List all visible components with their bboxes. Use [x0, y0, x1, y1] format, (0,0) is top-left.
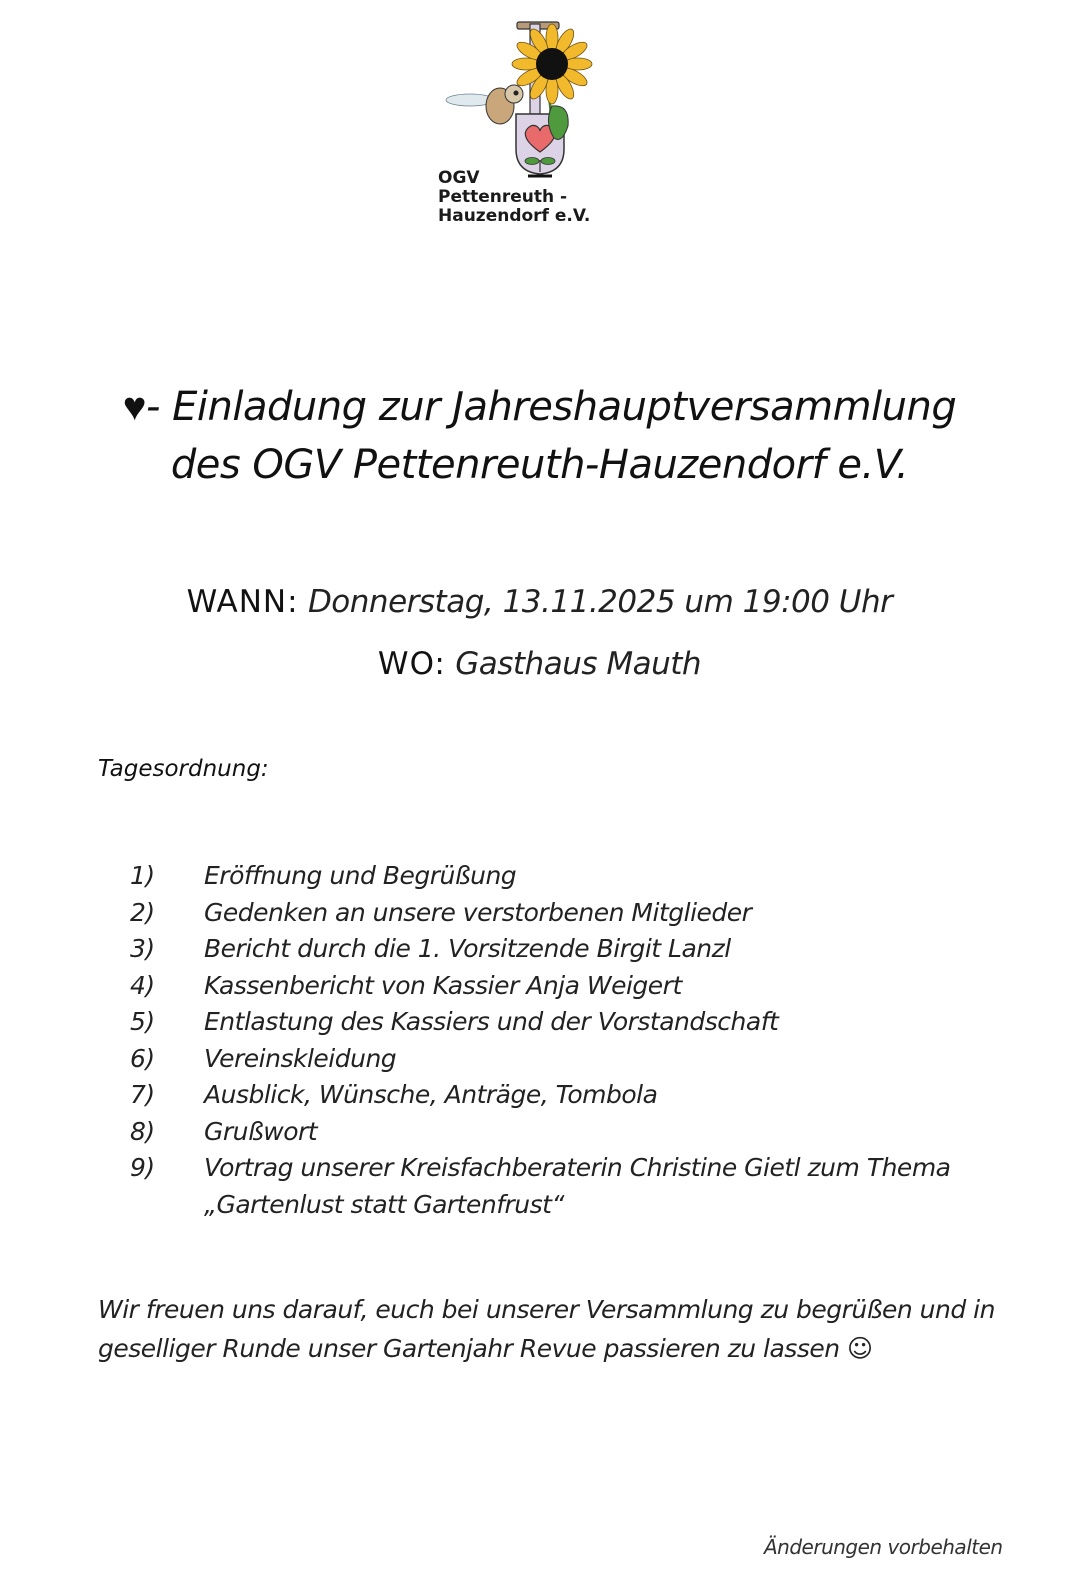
agenda-item — [130, 895, 990, 932]
agenda-item-text: Kassenbericht von Kassier Anja Weigert — [204, 970, 682, 1000]
agenda-item-number — [130, 1187, 204, 1224]
heart-icon: ♥ — [122, 384, 146, 430]
agenda-item — [130, 1041, 990, 1078]
when-label: WANN: — [186, 584, 299, 620]
title-line-2: des OGV Pettenreuth-Hauzendorf e.V. — [170, 442, 909, 488]
agenda-item-number: 1) — [130, 861, 155, 890]
agenda-item-number: 5) — [130, 1007, 155, 1036]
agenda-item — [130, 1150, 990, 1187]
agenda-item-text: Eröffnung und Begrüßung — [204, 861, 517, 890]
agenda-item-text: Ausblick, Wünsche, Anträge, Tombola — [204, 1080, 658, 1109]
agenda-item-number: 4) — [130, 970, 155, 1000]
logo-text-pettenreuth: Pettenreuth - — [438, 187, 568, 207]
agenda-item — [130, 1004, 990, 1041]
agenda-item-text: Vereinskleidung — [204, 1043, 397, 1073]
title-line-1 — [0, 378, 1079, 436]
where-value: Gasthaus Mauth — [455, 646, 702, 682]
agenda-item-number: 7) — [130, 1080, 155, 1109]
agenda-heading: Tagesordnung: — [98, 756, 269, 782]
agenda-item-number: 9) — [130, 1153, 155, 1182]
where-line — [0, 646, 1079, 682]
where-label: WO: — [377, 646, 446, 682]
agenda-item-text: Grußwort — [204, 1116, 318, 1146]
when-value: Donnerstag, 13.11.2025 um 19:00 Uhr — [307, 584, 893, 620]
invitation-title — [0, 378, 1079, 494]
logo-text-hauzendorf: Hauzendorf e.V. — [438, 206, 591, 226]
bee-icon — [446, 85, 523, 124]
agenda-item-continuation — [130, 1187, 990, 1224]
agenda-item — [130, 968, 990, 1005]
when-line — [0, 584, 1079, 620]
club-logo — [430, 14, 630, 234]
agenda-item — [130, 1114, 990, 1151]
agenda-item-number: 2) — [130, 897, 155, 927]
agenda-item-text: „Gartenlust statt Gartenfrust“ — [204, 1189, 564, 1219]
footer-note: Änderungen vorbehalten — [764, 1535, 1003, 1559]
agenda-list — [130, 858, 990, 1223]
closing-line-1: Wir freuen uns darauf, euch bei unserer Versammlung zu begrüßen und in — [98, 1295, 995, 1324]
title-line-1-text: - Einladung zur Jahreshauptversammlung — [145, 384, 957, 430]
agenda-item-text: Entlastung des Kassiers und der Vorstandschaft — [204, 1007, 779, 1036]
agenda-item-text: Bericht durch die 1. Vorsitzende Birgit Lanzl — [204, 934, 731, 963]
agenda-item-text: Vortrag unserer Kreisfachberaterin Christine Gietl zum Thema — [204, 1153, 951, 1182]
agenda-item-text: Gedenken an unsere verstorbenen Mitglieder — [204, 897, 752, 927]
agenda-item — [130, 858, 990, 895]
closing-text — [98, 1290, 998, 1368]
agenda-item-number: 6) — [130, 1043, 155, 1073]
agenda-item — [130, 931, 990, 968]
logo-text-ogv: OGV — [438, 168, 480, 188]
agenda-item-number: 8) — [130, 1116, 155, 1146]
agenda-item-number: 3) — [130, 934, 155, 963]
closing-line-2: geselliger Runde unser Gartenjahr Revue passieren zu lassen ☺ — [98, 1334, 873, 1363]
agenda-item — [130, 1077, 990, 1114]
